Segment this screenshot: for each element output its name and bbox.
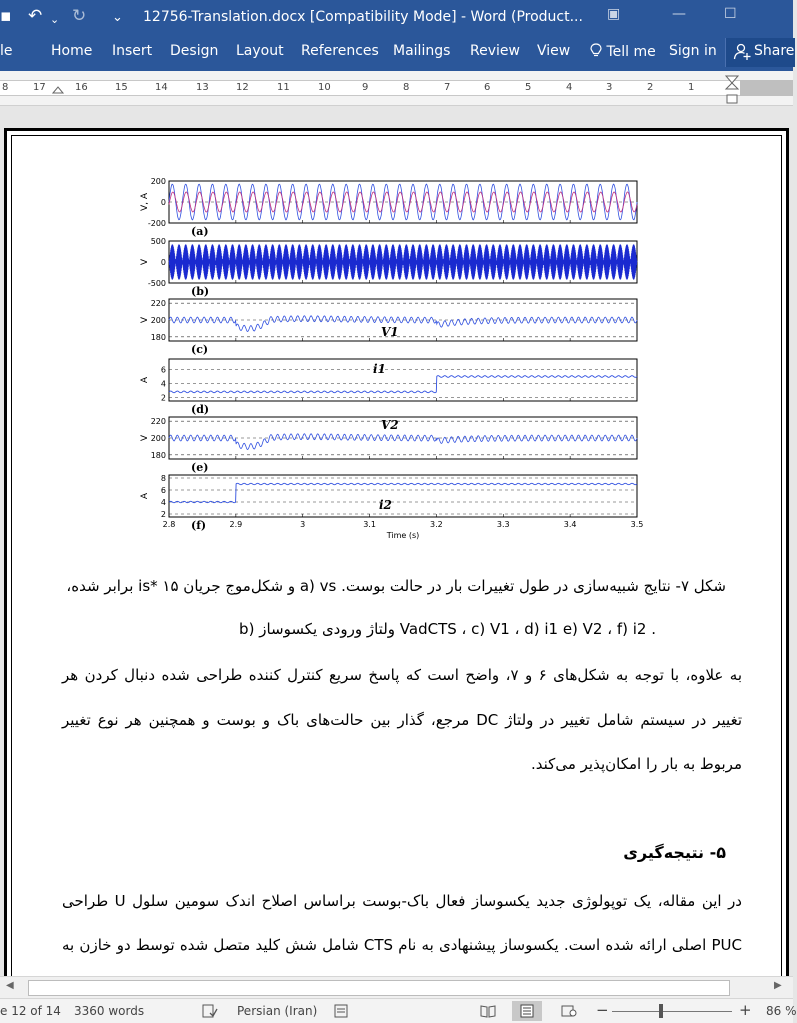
horizontal-ruler[interactable] [0,71,793,106]
ribbon-display-options-icon[interactable]: ▣ [607,6,621,22]
zoom-level[interactable]: 86 % [766,1004,797,1018]
customize-toolbar-icon[interactable]: ⌄ [112,10,123,25]
y-tick-label: 200 [150,177,166,186]
figure-caption-line-2: b) ولتاژ ورودی یکسوساز VadCTS ، c) V1 ، d) i1 e) V2 ، f) i2 . [239,620,656,638]
x-tick-label: 3.5 [630,520,644,529]
y-tick-label: 0 [160,258,166,267]
panel-label: (b) [191,285,210,298]
panel-label: (a) [191,225,209,238]
ribbon-tabs [0,35,793,71]
proofing-icon[interactable] [202,1004,218,1018]
right-indent-marker-icon[interactable] [725,75,739,105]
ruler-number: 5 [525,82,532,93]
signal-label: V1 [381,325,399,339]
signal-label: V2 [381,418,399,432]
restore-icon[interactable]: ☐ [724,6,737,22]
document-title: 12756-Translation.docx [Compatibility Mode] - Word (Product... [143,9,583,25]
ruler-number: 16 [75,82,88,93]
left-indent-marker-icon[interactable] [52,84,64,94]
tab-design[interactable]: Design [170,43,219,59]
ruler-number: 11 [277,82,290,93]
signal-label: i2 [379,498,392,512]
ruler-margin [740,80,793,96]
y-tick-label: 6 [160,486,166,495]
y-tick-label: 2 [160,510,166,519]
status-bar [0,998,797,1023]
y-tick-label: 180 [150,450,166,460]
y-tick-label: 0 [160,198,166,207]
zoom-slider-thumb[interactable] [659,1004,663,1018]
y-tick-label: -200 [147,219,166,228]
ruler-number: 9 [362,82,369,93]
tell-me-box[interactable] [590,43,656,60]
x-axis-label: Time (s) [386,531,420,540]
document-page[interactable] [4,128,789,988]
y-tick-label: 6 [160,365,166,375]
page-count[interactable]: e 12 of 14 [0,1004,61,1018]
paragraph-line: مربوط به بار را امکان‌پذیر می‌کند. [531,755,742,773]
web-layout-icon[interactable] [561,1004,577,1018]
zoom-out-button[interactable]: − [596,1001,609,1019]
ruler-number: 8 [2,82,9,93]
y-tick-label: 200 [150,316,166,325]
panel-label: (c) [191,343,209,356]
share-person-icon [733,43,751,61]
tab-references[interactable]: References [301,43,379,59]
save-icon[interactable]: ▪ [0,6,12,26]
lightbulb-icon [590,43,602,58]
panel-label: (e) [191,461,209,474]
ruler-number: 15 [115,82,128,93]
scroll-right-icon[interactable]: ▶ [774,980,782,991]
y-axis-label: V [140,316,150,324]
ruler-number: 4 [566,82,573,93]
paragraph-line: در این مقاله، یک توپولوژی جدید یکسوساز فعال باک-بوست براساس اصلاح اندک سومین سلول U طراحی [62,892,742,910]
ruler-number: 1 [688,82,695,93]
ruler-number: 13 [196,82,209,93]
read-mode-icon[interactable] [480,1004,496,1018]
print-layout-button[interactable] [512,1001,542,1021]
y-tick-label: 500 [150,237,166,246]
ruler-number: 14 [155,82,168,93]
language-indicator[interactable]: Persian (Iran) [237,1004,318,1018]
y-tick-label: 4 [160,498,166,507]
title-bar [0,0,793,35]
y-tick-label: 2 [160,393,166,403]
y-tick-label: 200 [150,434,166,443]
y-axis-label: V [140,434,150,442]
ruler-number: 17 [33,82,46,93]
undo-dropdown-icon[interactable]: ⌄ [50,13,60,26]
ruler-number: 8 [403,82,410,93]
tab-view[interactable]: View [537,43,571,59]
simulation-figure [139,177,649,551]
ruler-number: 12 [236,82,249,93]
document-canvas[interactable] [0,106,793,976]
paragraph-line: تغییر در سیستم شامل تغییر در ولتاژ DC مرجع، گذار بین حالت‌های باک و بوست و همچنین هر نوع تغییر [62,711,742,729]
x-tick-label: 2.9 [229,520,243,529]
y-tick-label: 8 [160,474,166,483]
y-tick-label: 4 [160,379,166,389]
scrollbar-thumb[interactable] [28,980,730,996]
ruler-number: 7 [444,82,451,93]
minimize-icon[interactable]: — [672,6,686,22]
panel-label: (f) [191,519,207,532]
undo-icon[interactable]: ↶ [28,6,43,26]
tab-file[interactable]: le [0,43,13,59]
x-tick-label: 2.8 [162,520,176,529]
panel-label: (d) [191,403,210,416]
redo-icon[interactable]: ↻ [72,6,87,26]
x-tick-label: 3.4 [563,520,577,529]
sign-in-link[interactable]: Sign in [669,43,717,59]
tab-insert[interactable]: Insert [112,43,153,59]
tab-mailings[interactable]: Mailings [393,43,451,59]
y-axis-label: V [140,258,150,266]
y-tick-label: -500 [147,279,166,288]
x-tick-label: 3.1 [363,520,376,529]
print-layout-icon [520,1004,534,1018]
share-label: Share [754,43,795,59]
x-tick-label: 3.3 [496,520,510,529]
paragraph-line: به علاوه، با توجه به شکل‌های ۶ و ۷، واضح است که پاسخ سریع کنترل کننده طراحی شده دنبال کردن هر [62,666,743,684]
section-heading: ۵- نتیجه‌گیری [623,843,726,862]
ruler-number: 3 [606,82,613,93]
x-tick-label: 3 [300,520,306,529]
paragraph-line: PUC اصلی ارائه شده است. یکسوساز پیشنهادی به نام CTS شامل شش کلید متصل شده توسط دو خازن به [62,936,742,954]
y-tick-label: 220 [150,299,166,309]
y-axis-label: A [140,376,150,384]
word-count[interactable]: 3360 words [74,1004,145,1018]
scroll-left-icon[interactable]: ◀ [6,980,14,991]
signal-label: i1 [373,362,386,376]
x-tick-label: 3.2 [430,520,443,529]
y-axis-label: V, A [140,192,150,212]
ruler-number: 10 [318,82,331,93]
y-tick-label: 180 [150,332,166,342]
tell-me-label: Tell me [606,44,656,60]
ruler-number: 2 [647,82,654,93]
tab-home[interactable]: Home [51,43,93,59]
y-tick-label: 220 [150,417,166,427]
zoom-in-button[interactable]: + [739,1001,752,1019]
ruler-track [0,80,740,96]
macro-recording-icon[interactable] [334,1004,348,1018]
plot-panel [169,475,637,517]
ruler-number: 6 [484,82,491,93]
tab-review[interactable]: Review [470,43,520,59]
share-button[interactable] [725,38,795,67]
tab-layout[interactable]: Layout [236,43,284,59]
horizontal-scrollbar[interactable] [0,976,793,998]
zoom-slider[interactable] [612,1011,732,1012]
plot-panel [169,359,637,401]
y-axis-label: A [140,492,150,500]
figure-caption-line-1: شکل ۷- نتایج شبیه‌سازی در طول تغییرات بار در حالت بوست. a) vs و شکل‌موج جریان is* ۱۵ برابر شده، [66,577,726,595]
